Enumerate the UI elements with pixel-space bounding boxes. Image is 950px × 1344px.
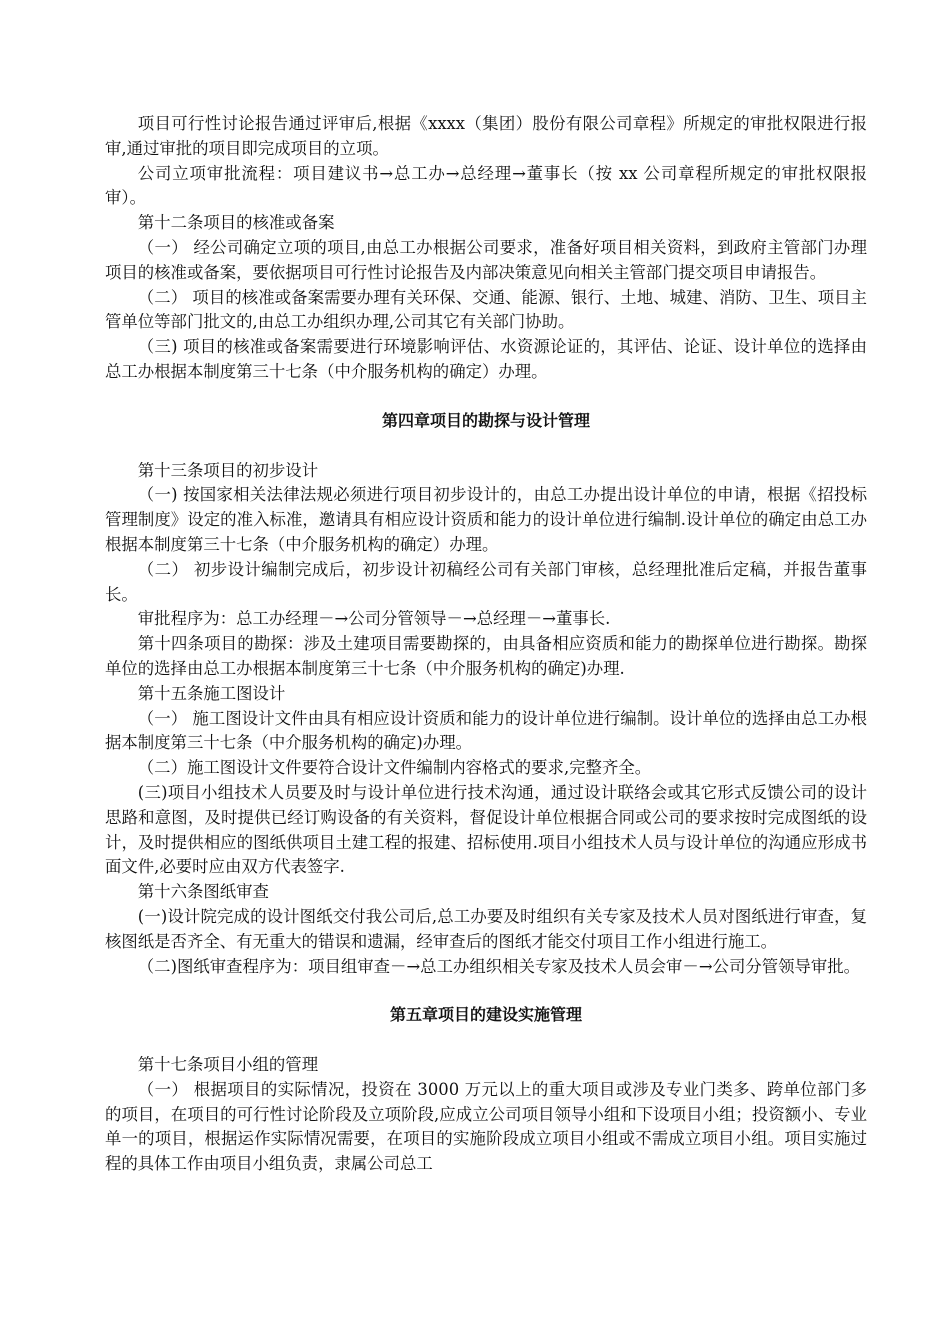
paragraph: (一)设计院完成的设计图纸交付我公司后,总工办要及时组织有关专家及技术人员对图纸进行审查，复核图纸是否齐全、有无重大的错误和遗漏，经审查后的图纸才能交付项目工作小组进行施工。 — [105, 906, 867, 951]
paragraph: 第十六条图纸审查 — [137, 882, 269, 902]
paragraph: （三) 项目的核准或备案需要进行环境影响评估、水资源论证的，其评估、论证、设计单位的选择由总工办根据本制度第三十七条（中介服务机构的确定）办理。 — [105, 337, 867, 381]
paragraph: （二） 初步设计编制完成后，初步设计初稿经公司有关部门审核，总经理批准后定稿，并报告董事长。 — [105, 559, 867, 604]
paragraph: （二） 项目的核准或备案需要办理有关环保、交通、能源、银行、土地、城建、消防、卫生、项目主管单位等部门批文的,由总工办组织办理,公司其它有关部门协助。 — [105, 287, 867, 332]
paragraph: （一） 施工图设计文件由具有相应设计资质和能力的设计单位进行编制。设计单位的选择由总工办根据本制度第三十七条（中介服务机构的确定)办理。 — [105, 708, 867, 753]
paragraph: 第十四条项目的勘探：涉及土建项目需要勘探的，由具备相应资质和能力的勘探单位进行勘探。勘探单位的选择由总工办根据本制度第三十七条（中介服务机构的确定)办理. — [105, 634, 867, 678]
document-page — [105, 112, 867, 1177]
paragraph: （一） 经公司确定立项的项目,由总工办根据公司要求，准备好项目相关资料，到政府主管部门办理项目的核准或备案，要依据项目可行性讨论报告及内部决策意见向相关主管部门提交项目申请报告。 — [105, 237, 867, 282]
paragraph: （二）施工图设计文件要符合设计文件编制内容格式的要求,完整齐全。 — [137, 758, 652, 778]
chapter-heading: 第五章项目的建设实施管理 — [389, 1005, 582, 1025]
paragraph: （一) 按国家相关法律法规必须进行项目初步设计的，由总工办提出设计单位的申请，根据《招投标管理制度》设定的准入标准，邀请具有相应设计资质和能力的设计单位进行编制.设计单位的确定由总工办根据本制度第三十七条（中介服务机构的确定）办理。 — [105, 485, 867, 554]
paragraph: 公司立项审批流程：项目建议书→总工办→总经理→董事长（按 xx 公司章程所规定的审批权限报审）。 — [105, 163, 867, 208]
paragraph: 第十七条项目小组的管理 — [137, 1055, 319, 1075]
paragraph: 第十五条施工图设计 — [137, 683, 286, 703]
paragraph: 第十二条项目的核准或备案 — [137, 213, 335, 233]
paragraph: （一） 根据项目的实际情况，投资在 3000 万元以上的重大项目或涉及专业门类多、跨单位部门多的项目，在项目的可行性讨论阶段及立项阶段,应成立公司项目领导小组和下设项目小组；投资额小、专业单一的项目，根据运作实际情况需要，在项目的实施阶段成立项目小组或不需成立项目小组。项目实施过程的具体工作由项目小组负责，隶属公司总工 — [105, 1079, 867, 1174]
paragraph: 项目可行性讨论报告通过评审后,根据《xxxx（集团）股份有限公司章程》所规定的审批权限进行报审,通过审批的项目即完成项目的立项。 — [105, 114, 867, 158]
chapter-heading: 第四章项目的勘探与设计管理 — [381, 410, 590, 430]
paragraph: （二)图纸审查程序为：项目组审查－→总工办组织相关专家及技术人员会审－→公司分管领导审批。 — [137, 956, 861, 976]
paragraph: (三)项目小组技术人员要及时与设计单位进行技术沟通，通过设计联络会或其它形式反馈公司的设计思路和意图，及时提供已经订购设备的有关资料，督促设计单位根据合同或公司的要求按时完成图纸的设计，及时提供相应的图纸供项目土建工程的报建、招标使用.项目小组技术人员与设计单位的沟通应形成书面文件,必要时应由双方代表签字. — [105, 782, 867, 877]
paragraph: 第十三条项目的初步设计 — [137, 460, 319, 480]
paragraph: 审批程序为：总工办经理－→公司分管领导－→总经理－→董事长. — [137, 609, 611, 629]
